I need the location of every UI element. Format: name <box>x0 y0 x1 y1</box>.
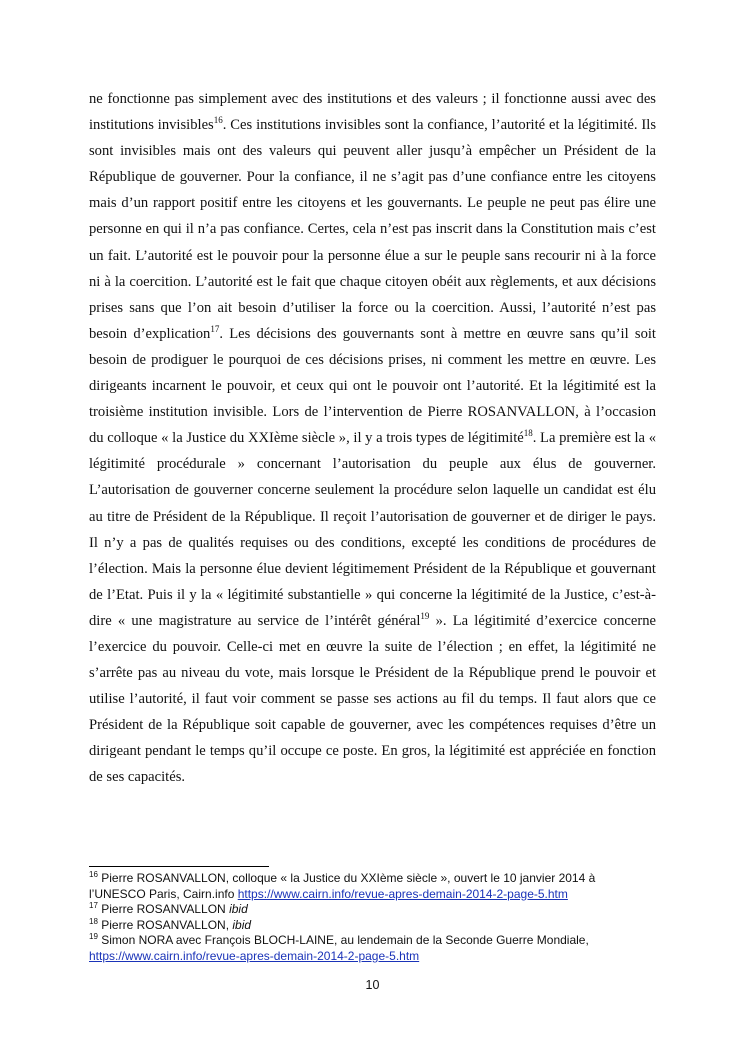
footnote-text: Pierre ROSANVALLON <box>97 902 230 917</box>
footnote-text: Pierre ROSANVALLON, <box>97 917 233 932</box>
footnote-number: 19 <box>89 932 98 942</box>
page-number: 10 <box>365 978 380 992</box>
footnote-italic: ibid <box>232 917 252 932</box>
footnote-italic: ibid <box>229 902 248 917</box>
text-run: ». La légitimité d’exercice concerne l’exercice du pouvoir. Celle-ci met en œuvre la suite de l’élection ; en effet, la légitimité ne s’arrête pas au niveau du vote, mais lorsque le Président de la République prend le pouvoir et utilise l’autorité, il faut voir comment se passe ses actions au fil du temps. Il faut alors que ce Président de la République soit capable de gouverner, avec les compétences requises d’être un dirigeant pendant le temps qu’il occupe ce poste. En gros, la légitimité est appréciée en fonction de ses capacités. <box>89 612 656 786</box>
footnote-18 <box>89 918 649 934</box>
footnote-ref-18[interactable]: 18 <box>523 428 533 439</box>
footnote-number: 17 <box>89 901 98 911</box>
text-run: ne fonctionne pas simplement avec des institutions et des valeurs ; il fonctionne aussi avec des institutions invisibles <box>89 91 656 134</box>
main-paragraph <box>89 86 656 791</box>
footnote-number: 16 <box>89 870 98 879</box>
footnote-separator <box>89 866 269 867</box>
footnote-ref-17[interactable]: 17 <box>210 323 220 334</box>
footnote-16 <box>89 871 649 902</box>
footnote-19 <box>89 933 649 964</box>
paragraph <box>89 86 656 791</box>
text-run: . Ces institutions invisibles sont la confiance, l’autorité et la légitimité. Ils sont invisibles mais ont des valeurs qui peuvent aller jusqu’à empêcher un Président de la République de gouverner. Pour la confiance, il ne s’agit pas d’une confiance entre les citoyens mais d’un rapport positif entre les citoyens et les gouvernants. Le peuple ne peut pas élire une personne en qui il n’a pas confiance. Certes, cela n’est pas inscrit dans la Constitution mais c’est un fait. L’autorité est le pouvoir pour la personne élue a sur le peuple sans recourir ni à la force ni à la coercition. L’autorité est le fait que chaque citoyen obéit aux règlements, et aux décisions prises sans que l’on ait besoin d’utiliser la force ou la coercition. Aussi, l’autorité n’est pas besoin d’explication <box>89 117 657 342</box>
footnote-text: Simon NORA avec François BLOCH-LAINE, au lendemain de la Seconde Guerre Mondiale, <box>97 933 589 948</box>
footnote-17 <box>89 902 649 918</box>
text-run: . La première est la « légitimité procédurale » concernant l’autorisation du peuple aux élus de gouverner. L’autorisation de gouverner concerne seulement la procédure selon laquelle un candidat est élu au titre de Président de la République. Il reçoit l’autorisation de gouverner et de diriger le pays. Il n’y a pas de qualités requises ou des conditions, excepté les conditions de procédures de l’élection. Mais la personne élue devient légitimement Président de la République et gouvernant de l’Etat. Puis il y la « légitimité substantielle » qui concerne la légitimité de la Justice, c’est-à-dire « une magistrature au service de l’intérêt général <box>89 430 656 629</box>
footnote-link[interactable]: https://www.cairn.info/revue-apres-demain-2014-2-page-5.htm <box>89 948 420 963</box>
footnote-ref-19[interactable]: 19 <box>420 611 430 622</box>
footnote-link[interactable]: https://www.cairn.info/revue-apres-demain-2014-2-page-5.htm <box>237 886 568 901</box>
footnote-ref-16[interactable]: 16 <box>213 115 223 126</box>
footnote-text: Pierre ROSANVALLON, colloque « la Justice du XXIème siècle », ouvert le 10 janvier 2014 à l’UNESCO Paris, Cairn.info <box>89 871 596 901</box>
text-run: . Les décisions des gouvernants sont à mettre en œuvre sans qu’il soit besoin de prodiguer le pourquoi de ces décisions prises, ni comment les mettre en œuvre. Les dirigeants incarnent le pouvoir, et ceux qui ont le pouvoir ont l’autorité. Et la légitimité est la troisième institution invisible. Lors de l’intervention de Pierre ROSANVALLON, à l’occasion du colloque « la Justice du XXIème siècle », il y a trois types de légitimité <box>89 325 656 447</box>
footnotes <box>89 871 649 965</box>
footnote-number: 18 <box>89 916 98 926</box>
